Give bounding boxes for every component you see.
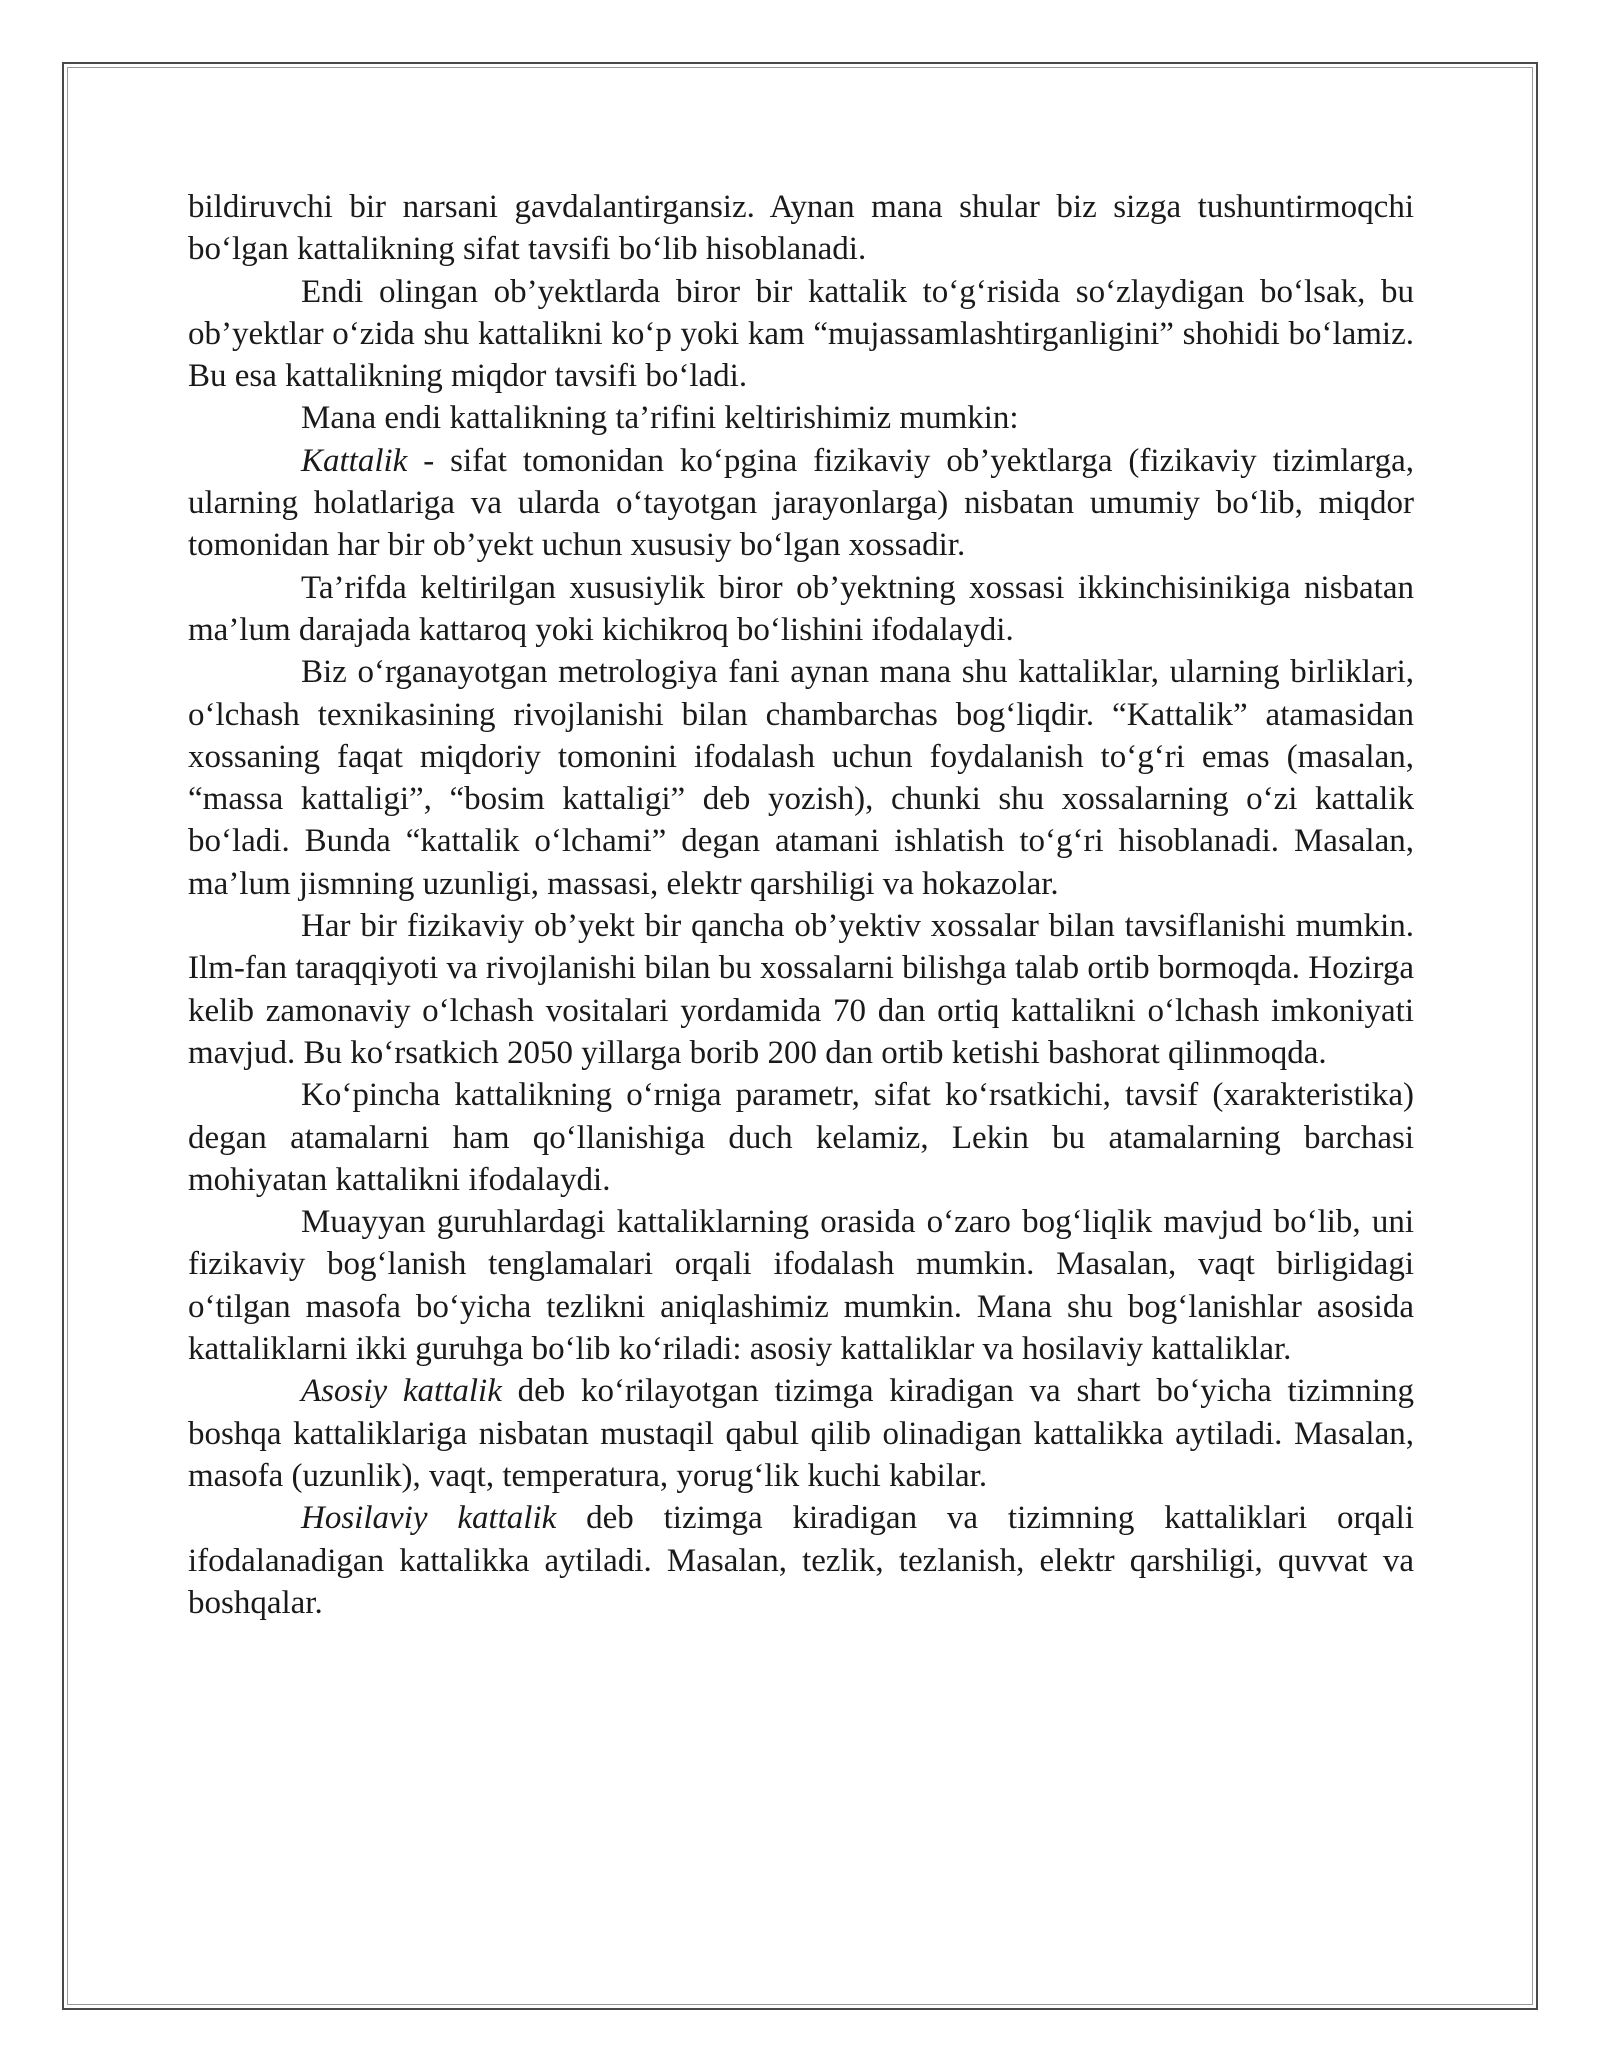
paragraph-text: deb tizimga kiradigan va tizimning kattaliklari orqali ifodalanadigan kattalikka aytiladi. Masalan, tezlik, tezlanish, elektr qarshiligi, quvvat va boshqalar. — [188, 1500, 1414, 1621]
paragraph-4-definition-kattalik — [188, 440, 1414, 567]
defined-term: Kattalik — [301, 442, 408, 479]
paragraph-text: Ta’rifda keltirilgan xususiylik biror ob’yektning xossasi ikkinchisinikiga nisbatan ma’lum darajada kattaroq yoki kichikroq bo‘lishini ifodalaydi. — [188, 569, 1414, 648]
paragraph-2 — [188, 271, 1414, 398]
paragraph-text: Ko‘pincha kattalikning o‘rniga parametr, sifat ko‘rsatkichi, tavsif (xarakteristika) degan atamalarni ham qo‘llanishiga duch kelamiz, Lekin bu atamalarning barchasi mohiyatan kattalikni ifodalaydi. — [188, 1077, 1414, 1198]
paragraph-text: Har bir fizikaviy ob’yekt bir qancha ob’yektiv xossalar bilan tavsiflanishi mumkin. Ilm-fan taraqqiyoti va rivojlanishi bilan bu xossalarni bilishga talab ortib bormoqda. Hozirga kelib zamonaviy o‘lchash vositalari yordamida 70 dan ortiq kattalikni o‘lchash imkoniyati mavjud. Bu ko‘rsatkich 2050 yillarga borib 200 dan ortib ketishi bashorat qilinmoqda. — [188, 908, 1414, 1071]
paragraph-8 — [188, 1074, 1414, 1201]
paragraph-9 — [188, 1201, 1414, 1370]
paragraph-1 — [188, 186, 1414, 271]
paragraph-6 — [188, 651, 1414, 905]
paragraph-text: - sifat tomonidan ko‘pgina fizikaviy ob’yektlarga (fizikaviy tizimlarga, ularning holatlariga va ularda o‘tayotgan jarayonlarga) nisbatan umumiy bo‘lib, miqdor tomonidan har bir ob’yekt uchun xususiy bo‘lgan xossadir. — [188, 442, 1414, 564]
defined-term: Hosilaviy kattalik — [301, 1500, 557, 1537]
paragraph-text: bildiruvchi bir narsani gavdalantirgansiz. Aynan mana shular biz sizga tushuntirmoqchi bo‘lgan kattalikning sifat tavsifi bo‘lib hisoblanadi. — [188, 189, 1414, 268]
paragraph-text: deb ko‘rilayotgan tizimga kiradigan va shart bo‘yicha tizimning boshqa kattaliklariga nisbatan mustaqil qabul qilib olinadigan kattalikka aytiladi. Masalan, masofa (uzunlik), vaqt, temperatura, yorug‘lik kuchi kabilar. — [188, 1373, 1414, 1494]
paragraph-text: Muayyan guruhlardagi kattaliklarning orasida o‘zaro bog‘liqlik mavjud bo‘lib, uni fizikaviy bog‘lanish tenglamalari orqali ifodalash mumkin. Masalan, vaqt birligidagi o‘tilgan masofa bo‘yicha tezlikni aniqlashimiz mumkin. Mana shu bog‘lanishlar asosida kattaliklarni ikki guruhga bo‘lib ko‘riladi: asosiy kattaliklar va hosilaviy kattaliklar. — [188, 1204, 1414, 1368]
paragraph-text: Endi olingan ob’yektlarda biror bir kattalik to‘g‘risida so‘zlaydigan bo‘lsak, bu ob’yektlar o‘zida shu kattalikni ko‘p yoki kam “mujassamlashtirganligini” shohidi bo‘lamiz. Bu esa kattalikning miqdor tavsifi bo‘ladi. — [188, 273, 1414, 395]
paragraph-3 — [188, 397, 1414, 439]
paragraph-text: Mana endi kattalikning ta’rifini keltirishimiz mumkin: — [301, 400, 1019, 437]
paragraph-5 — [188, 567, 1414, 652]
document-body — [188, 186, 1414, 1624]
paragraph-10-definition-asosiy — [188, 1370, 1414, 1497]
paragraph-11-definition-hosilaviy — [188, 1497, 1414, 1624]
defined-term: Asosiy kattalik — [301, 1373, 502, 1410]
paragraph-text: Biz o‘rganayotgan metrologiya fani aynan mana shu kattaliklar, ularning birliklari, o‘lchash texnikasining rivojlanishi bilan chambarchas bog‘liqdir. “Kattalik” atamasidan xossaning faqat miqdoriy tomonini ifodalash uchun foydalanish to‘g‘ri emas (masalan, “massa kattaligi”, “bosim kattaligi” deb yozish), chunki shu xossalarning o‘zi kattalik bo‘ladi. Bunda “kattalik o‘lchami” degan atamani ishlatish to‘g‘ri hisoblanadi. Masalan, ma’lum jismning uzunligi, massasi, elektr qarshiligi va hokazolar. — [188, 654, 1414, 902]
paragraph-7 — [188, 905, 1414, 1074]
